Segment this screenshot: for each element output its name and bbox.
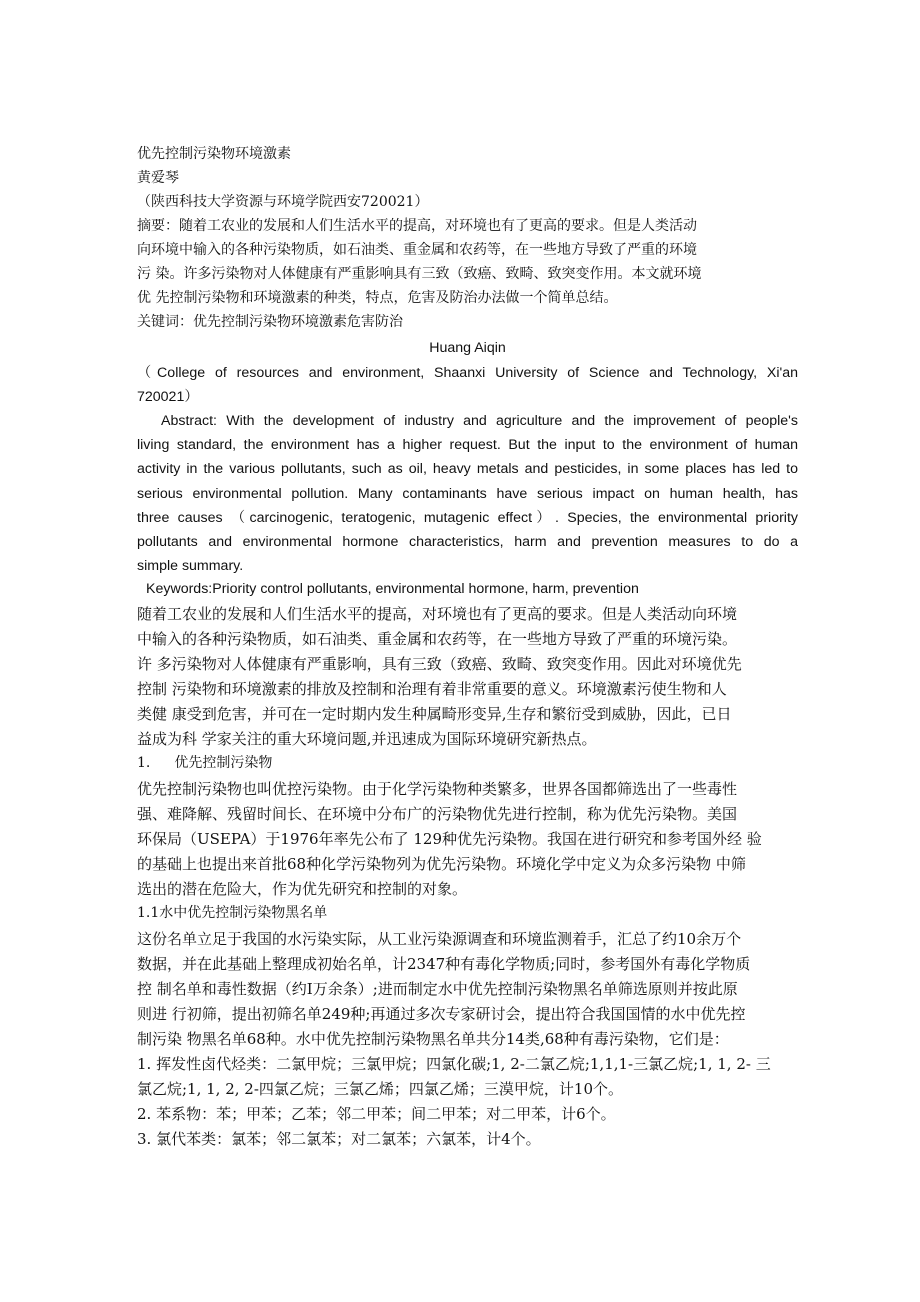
abstract-en-line: serious environmental pollution. Many contaminants have serious impact on human health, has <box>137 486 798 502</box>
abstract-en-line: living standard, the environment has a higher request. But the input to the environment of human <box>137 437 798 453</box>
paper-title: 优先控制污染物环境激素 <box>137 146 291 162</box>
affiliation-en-line: （College of resources and environment, Shaanxi University of Science and Technology, Xi'an <box>137 365 798 381</box>
section-title: 优先控制污染物 <box>174 755 273 771</box>
section-1-line: 优先控制污染物也叫优控污染物。由于化学污染物种类繁多，世界各国都筛选出了一些毒性 <box>137 780 738 798</box>
section-1-1-line: 制污染 物黑名单68种。水中优先控制污染物黑名单共分14类,68种有毒污染物，它们是： <box>137 1030 729 1048</box>
affiliation-cn: （陕西科技大学资源与环境学院西安720021） <box>137 194 429 210</box>
section-1-line: 环保局（USEPA）于1976年率先公布了 129种优先污染物。我国在进行研究和参考国外经 验 <box>137 830 762 848</box>
intro-line: 许 多污染物对人体健康有严重影响，具有三致（致癌、致畸、致突变作用。因此对环境优先 <box>137 655 742 673</box>
section-1-line: 强、难降解、残留时间长、在环境中分布广的污染物优先进行控制，称为优先污染物。美国 <box>137 805 738 823</box>
abstract-cn-line: 污 染。许多污染物对人体健康有严重影响具有三致（致癌、致畸、致突变作用。本文就环境 <box>137 266 702 282</box>
intro-line: 随着工农业的发展和人们生活水平的提高，对环境也有了更高的要求。但是人类活动向环境 <box>137 605 738 623</box>
list-item: 2. 苯系物：苯；甲苯；乙苯；邻二甲苯；间二甲苯；对二甲苯，计6个。 <box>137 1105 616 1123</box>
abstract-en-line: activity in the various pollutants, such as oil, heavy metals and pesticides, in some places has led to <box>137 461 798 477</box>
list-item: 3. 氯代苯类：氯苯；邻二氯苯；对二氯苯；六氯苯，计4个。 <box>137 1130 541 1148</box>
abstract-en-line: simple summary. <box>137 558 244 574</box>
affiliation-en-line: 720021） <box>137 389 199 405</box>
section-number: 1. <box>137 755 151 771</box>
intro-line: 益成为科 学家关注的重大环境问题,并迅速成为国际环境研究新热点。 <box>137 730 597 748</box>
abstract-en-line: Abstract: With the development of industry and agriculture and the improvement of people's <box>161 413 798 429</box>
section-1-line: 选出的潜在危险大，作为优先研究和控制的对象。 <box>137 880 468 898</box>
section-1-1-line: 控 制名单和毒性数据（约I万余条）;进而制定水中优先控制污染物黑名单筛选原则并按此原 <box>137 980 738 998</box>
abstract-en-line: pollutants and environmental hormone characteristics, harm and prevention measures to do a <box>137 534 798 550</box>
intro-line: 控制 污染物和环境激素的排放及控制和治理有着非常重要的意义。环境激素污使生物和人 <box>137 680 727 698</box>
author-name-cn: 黄爱琴 <box>137 170 179 186</box>
section-1-heading <box>137 751 272 775</box>
abstract-en-line: three causes （carcinogenic, teratogenic, mutagenic effect）. Species, the environmental priority <box>137 510 798 526</box>
list-item: 氯乙烷;1, 1, 2, 2-四氯乙烷；三氯乙烯；四氯乙烯；三漠甲烷，计10个。 <box>137 1080 623 1098</box>
section-1-1-line: 数据，并在此基础上整理成初始名单，计2347种有毒化学物质;同时，参考国外有毒化学物质 <box>137 955 751 973</box>
abstract-cn-line: 优 先控制污染物和环境激素的种类，特点，危害及防治办法做一个简单总结。 <box>137 290 618 306</box>
keywords-cn: 关键词：优先控制污染物环境激素危害防治 <box>137 314 403 330</box>
list-item: 1. 挥发性卤代烃类：二氯甲烷；三氯甲烷；四氯化碳;1, 2-二氯乙烷;1,1,1-三氯乙烷;1, 1, 2- 三 <box>137 1055 771 1073</box>
intro-line: 中输入的各种污染物质，如石油类、重金属和农药等，在一些地方导致了严重的环境污染。 <box>137 630 738 648</box>
keywords-en: Keywords:Priority control pollutants, environmental hormone, harm, prevention <box>146 581 639 597</box>
abstract-cn-line: 向环境中输入的各种污染物质，如石油类、重金属和农药等，在一些地方导致了严重的环境 <box>137 242 697 258</box>
abstract-cn-line: 摘要：随着工农业的发展和人们生活水平的提高，对环境也有了更高的要求。但是人类活动 <box>137 218 697 234</box>
section-1-line: 的基础上也提出来首批68种化学污染物列为优先污染物。环境化学中定义为众多污染物 中筛 <box>137 855 746 873</box>
intro-line: 类健 康受到危害，并可在一定时期内发生种属畸形变异,生存和繁衍受到威胁，因此，已日 <box>137 705 732 723</box>
section-1-1-heading: 1.1水中优先控制污染物黑名单 <box>137 905 328 921</box>
author-name-en: Huang Aiqin <box>429 340 506 356</box>
section-1-1-line: 这份名单立足于我国的水污染实际，从工业污染源调查和环境监测着手，汇总了约10余万个 <box>137 930 742 948</box>
section-1-1-line: 则进 行初筛，提出初筛名单249种;再通过多次专家研讨会，提出符合我国国情的水中优先控 <box>137 1005 746 1023</box>
